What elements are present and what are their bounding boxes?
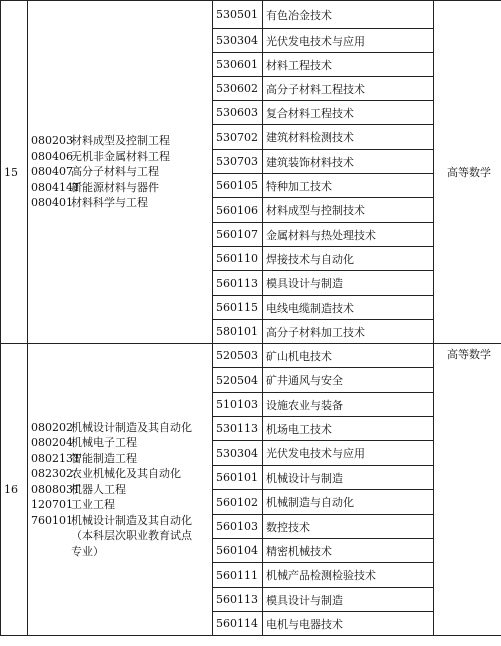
vocational-major-code: 530703 <box>213 150 263 174</box>
undergrad-major-name: 专业） <box>71 544 104 558</box>
undergrad-major-name: 机械设计制造及其自动化 <box>71 420 192 434</box>
undergrad-major <box>31 149 212 165</box>
undergrad-major-name: 机器人工程 <box>71 482 126 496</box>
vocational-major-name: 复合材料工程技术 <box>263 101 434 125</box>
vocational-major-name: 数控技术 <box>263 515 434 539</box>
vocational-major-name: 建筑材料检测技术 <box>263 125 434 150</box>
vocational-major-name: 光伏发电技术与应用 <box>263 441 434 466</box>
table-row <box>1 1 501 29</box>
vocational-major-code: 560110 <box>213 247 263 271</box>
vocational-major-code: 560111 <box>213 563 263 588</box>
vocational-major-code: 560113 <box>213 588 263 612</box>
vocational-major-code: 560114 <box>213 612 263 636</box>
undergrad-majors-cell <box>28 344 213 636</box>
vocational-major-name: 金属材料与热处理技术 <box>263 223 434 247</box>
undergrad-majors-cell <box>28 1 213 344</box>
vocational-major-code: 560113 <box>213 271 263 296</box>
undergrad-major-name: 工业工程 <box>71 498 115 512</box>
undergrad-major <box>31 482 212 498</box>
vocational-major-name: 有色冶金技术 <box>263 1 434 29</box>
exam-subject: 高等数学 <box>434 1 501 344</box>
vocational-major-name: 高分子材料加工技术 <box>263 320 434 344</box>
vocational-major-code: 560102 <box>213 490 263 515</box>
vocational-major-name: 高分子材料工程技术 <box>263 77 434 101</box>
undergrad-major-code: 080414T <box>31 180 81 194</box>
undergrad-major-name: 机械电子工程 <box>71 436 137 450</box>
undergrad-major-code: 760101 <box>31 513 73 527</box>
undergrad-major-code: 080204 <box>31 436 73 450</box>
undergrad-major-code: 080407 <box>31 165 73 179</box>
vocational-major-name: 机械制造与自动化 <box>263 490 434 515</box>
undergrad-major <box>31 466 212 482</box>
vocational-major-name: 电机与电器技术 <box>263 612 434 636</box>
vocational-major-code: 560107 <box>213 223 263 247</box>
undergrad-major <box>31 544 212 560</box>
undergrad-major-code: 080406 <box>31 149 73 163</box>
undergrad-major <box>31 435 212 451</box>
vocational-major-code: 560115 <box>213 296 263 320</box>
vocational-major-name: 电线电缆制造技术 <box>263 296 434 320</box>
undergrad-major-code: 120701 <box>31 498 73 512</box>
vocational-major-name: 模具设计与制造 <box>263 271 434 296</box>
undergrad-major-name: 新能源材料与器件 <box>71 180 159 194</box>
undergrad-major-name: 机械设计制造及其自动化 <box>71 513 192 527</box>
vocational-major-code: 530501 <box>213 1 263 29</box>
undergrad-major-name: 高分子材料与工程 <box>71 165 159 179</box>
vocational-major-name: 焊接技术与自动化 <box>263 247 434 271</box>
vocational-major-name: 材料工程技术 <box>263 53 434 77</box>
undergrad-major-name: 材料成型及控制工程 <box>71 134 170 148</box>
vocational-major-code: 530113 <box>213 417 263 441</box>
vocational-major-name: 建筑装饰材料技术 <box>263 150 434 174</box>
undergrad-major <box>31 195 212 211</box>
undergrad-major-name: 材料科学与工程 <box>71 196 148 210</box>
vocational-major-name: 设施农业与装备 <box>263 393 434 417</box>
vocational-major-code: 530304 <box>213 29 263 53</box>
exam-subject: 高等数学 <box>434 344 501 636</box>
vocational-major-code: 530304 <box>213 441 263 466</box>
group-index: 16 <box>1 344 28 636</box>
undergrad-major <box>31 528 212 544</box>
vocational-major-code: 560105 <box>213 174 263 198</box>
vocational-major-code: 560101 <box>213 466 263 490</box>
vocational-major-code: 520503 <box>213 344 263 368</box>
undergrad-major-code: 080803T <box>31 482 81 496</box>
undergrad-major <box>31 164 212 180</box>
vocational-major-name: 材料成型与控制技术 <box>263 198 434 223</box>
vocational-major-name: 机场电工技术 <box>263 417 434 441</box>
vocational-major-name: 特种加工技术 <box>263 174 434 198</box>
table-body <box>1 1 501 636</box>
undergrad-major <box>31 513 212 529</box>
undergrad-major-code: 080401 <box>31 196 73 210</box>
undergrad-major <box>31 133 212 149</box>
undergrad-major-name: 智能制造工程 <box>71 451 137 465</box>
vocational-major-name: 机械产品检测检验技术 <box>263 563 434 588</box>
undergrad-major-name: （本科层次职业教育试点 <box>71 529 192 543</box>
vocational-major-code: 530702 <box>213 125 263 150</box>
undergrad-major-code: 082302 <box>31 467 73 481</box>
vocational-major-code: 560103 <box>213 515 263 539</box>
undergrad-major-name: 无机非金属材料工程 <box>71 149 170 163</box>
undergrad-major <box>31 420 212 436</box>
vocational-major-name: 矿井通风与安全 <box>263 368 434 393</box>
undergrad-major-code: 080202 <box>31 420 73 434</box>
group-index: 15 <box>1 1 28 344</box>
vocational-major-code: 560106 <box>213 198 263 223</box>
vocational-major-code: 560104 <box>213 539 263 563</box>
vocational-major-code: 530603 <box>213 101 263 125</box>
undergrad-major-code: 080203 <box>31 134 73 148</box>
undergrad-major <box>31 451 212 467</box>
vocational-major-code: 510103 <box>213 393 263 417</box>
vocational-major-name: 精密机械技术 <box>263 539 434 563</box>
vocational-major-name: 光伏发电技术与应用 <box>263 29 434 53</box>
vocational-major-code: 580101 <box>213 320 263 344</box>
undergrad-major-name: 农业机械化及其自动化 <box>71 467 181 481</box>
undergrad-major-code: 080213T <box>31 451 81 465</box>
vocational-major-name: 机械设计与制造 <box>263 466 434 490</box>
vocational-major-name: 矿山机电技术 <box>263 344 434 368</box>
undergrad-major <box>31 180 212 196</box>
undergrad-major <box>31 497 212 513</box>
vocational-major-code: 520504 <box>213 368 263 393</box>
vocational-major-code: 530602 <box>213 77 263 101</box>
vocational-major-code: 530601 <box>213 53 263 77</box>
table-row <box>1 344 501 368</box>
vocational-major-name: 模具设计与制造 <box>263 588 434 612</box>
